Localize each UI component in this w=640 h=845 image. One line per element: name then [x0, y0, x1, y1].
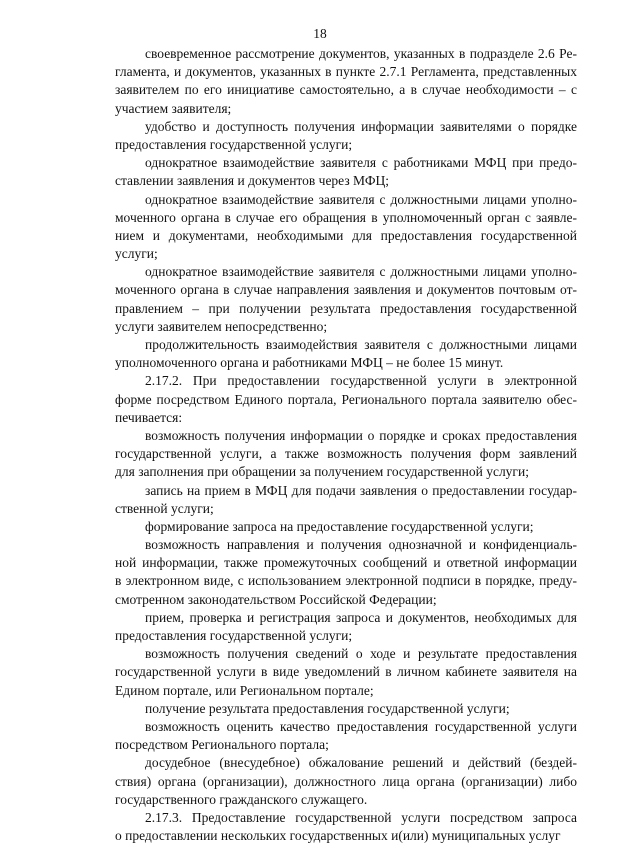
- text-line: уполномоченного органа и работниками МФЦ – не более 15 минут.: [115, 355, 504, 371]
- text-line: предоставления государственной услуги;: [115, 628, 353, 643]
- text-line: в электронном виде, с использованием электронной подписи в порядке, преду-: [115, 573, 577, 589]
- paragraph: [115, 718, 577, 754]
- paragraph: [115, 609, 577, 645]
- text-line: своевременное рассмотрение документов, указанных в подразделе 2.6 Ре-: [145, 46, 577, 61]
- text-line: возможность получения сведений о ходе и результате предоставления: [145, 646, 577, 662]
- text-line: запись на прием в МФЦ для подачи заявления о предоставлении государ-: [145, 482, 577, 498]
- text-line: Едином портале, или Региональном портале;: [115, 682, 374, 698]
- text-line: услуги;: [115, 246, 158, 262]
- text-line: возможность направления и получения однозначной и конфиденциаль-: [145, 537, 577, 553]
- page-number: 18: [313, 26, 327, 41]
- text-line: ной информации, также промежуточных сообщений и ответной информации: [115, 555, 577, 571]
- text-line: ставлении заявления и документов через МФЦ;: [115, 173, 390, 189]
- text-line: посредством Регионального портала;: [115, 737, 329, 753]
- text-line: однократное взаимодействие заявителя с должностными лицами уполно-: [145, 264, 577, 280]
- paragraph: [115, 700, 577, 718]
- text-line: однократное взаимодействие заявителя с должностными лицами уполно-: [145, 191, 577, 207]
- paragraph: [115, 536, 577, 609]
- text-line: услуги заявителем непосредственно;: [115, 318, 328, 334]
- text-line: 2.17.2. При предоставлении государственной услуги в электронной: [145, 373, 577, 389]
- text-line: смотренном законодательством Российской Федерации;: [115, 591, 437, 607]
- paragraph: [115, 191, 577, 264]
- text-line: ственной услуги;: [115, 500, 214, 516]
- text-line: продолжительность взаимодействия заявителя с должностными лицами: [145, 337, 577, 352]
- text-line: правлением – при получении результата предоставления государственной: [115, 300, 577, 316]
- text-line: гламента, и документов, указанных в пункте 2.7.1 Регламента, представленных: [115, 64, 577, 80]
- text-line: моченного органа в случае его обращения в уполномоченный орган с заявле-: [115, 209, 577, 225]
- paragraph: [115, 482, 577, 518]
- text-line: ствия) органа (организации), должностного лица органа (организации) либо: [115, 773, 577, 789]
- text-line: предоставления государственной услуги;: [115, 136, 353, 152]
- paragraph: [115, 754, 577, 809]
- paragraph: [115, 645, 577, 700]
- text-line: досудебное (внесудебное) обжалование решений и действий (бездей-: [145, 755, 577, 771]
- paragraph: [115, 263, 577, 336]
- text-line: заявителем по его инициативе самостоятельно, а в случае необходимости – с: [115, 82, 577, 98]
- text-line: государственной услуги, а также возможность получения форм заявлений: [115, 446, 577, 462]
- text-line: формирование запроса на предоставление государственной услуги;: [145, 518, 534, 534]
- text-line: однократное взаимодействие заявителя с работниками МФЦ при предо-: [145, 155, 577, 171]
- text-line: удобство и доступность получения информации заявителями о порядке: [145, 118, 577, 134]
- text-line: о предоставлении нескольких государственных и(или) муниципальных услуг: [115, 828, 561, 844]
- text-line: государственной услуги в виде уведомлений в личном кабинете заявителя на: [115, 664, 577, 680]
- paragraph: [115, 336, 577, 372]
- paragraph: [115, 118, 577, 154]
- text-line: возможность оценить качество предоставления государственной услуги: [145, 718, 577, 734]
- text-line: моченного органа в случае направления заявления и документов почтовым от-: [115, 282, 577, 298]
- text-line: получение результата предоставления государственной услуги;: [145, 700, 510, 716]
- document-body: [115, 45, 577, 845]
- text-line: прием, проверка и регистрация запроса и документов, необходимых для: [145, 609, 577, 625]
- text-line: нием и документами, необходимыми для предоставления государственной: [115, 227, 577, 243]
- text-line: государственного гражданского служащего.: [115, 791, 368, 807]
- text-line: возможность получения информации о порядке и сроках предоставления: [145, 427, 577, 443]
- text-line: для заполнения при обращении за получением государственной услуги;: [115, 464, 529, 480]
- paragraph: [115, 45, 577, 118]
- text-line: печивается:: [115, 409, 183, 425]
- paragraph: [115, 372, 577, 427]
- paragraph: [115, 427, 577, 482]
- text-line: участием заявителя;: [115, 100, 232, 116]
- text-line: 2.17.3. Предоставление государственной услуги посредством запроса: [145, 809, 577, 825]
- text-line: форме посредством Единого портала, Регионального портала заявителю обес-: [115, 391, 577, 407]
- paragraph: [115, 518, 577, 536]
- paragraph: [115, 154, 577, 190]
